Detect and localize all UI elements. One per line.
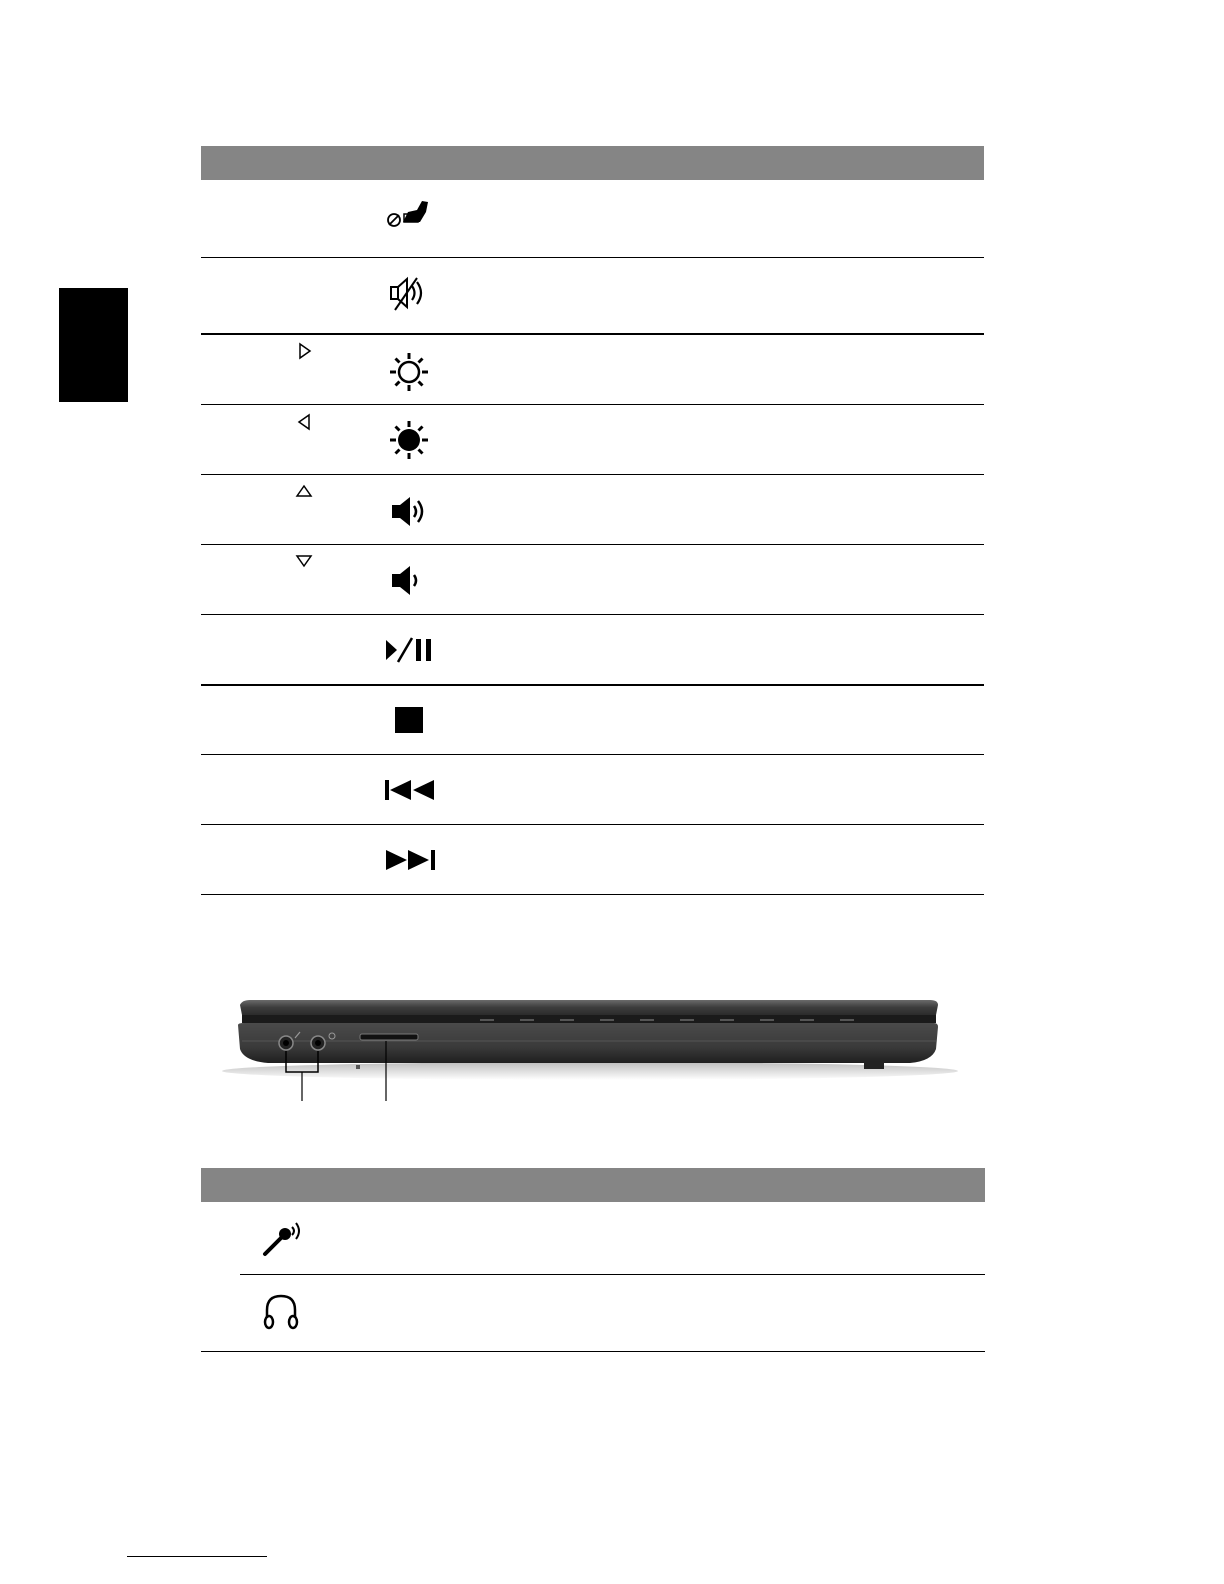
chapter-tab [59, 288, 128, 402]
row-divider [201, 754, 984, 755]
volume-down-icon [390, 564, 430, 598]
next-track-icon [384, 849, 436, 871]
laptop-front-view [220, 995, 960, 1105]
microphone-icon [259, 1218, 305, 1258]
ports-table-header [201, 1168, 985, 1202]
down-arrow-key-icon [295, 554, 313, 568]
keys-table-header [201, 146, 984, 180]
row-divider [201, 1351, 985, 1352]
footer-rule [127, 1556, 267, 1557]
volume-up-icon [390, 495, 430, 529]
up-arrow-key-icon [295, 484, 313, 498]
brightness-down-icon [387, 418, 431, 462]
row-divider [240, 1274, 985, 1275]
row-divider [201, 894, 984, 895]
right-arrow-key-icon [298, 342, 312, 360]
speaker-mute-icon [387, 276, 431, 312]
row-divider [201, 333, 984, 335]
play-pause-icon [384, 636, 436, 664]
previous-track-icon [384, 779, 436, 801]
row-divider [201, 824, 984, 825]
stop-icon [395, 707, 423, 733]
left-arrow-key-icon [297, 413, 311, 431]
headphones-icon [261, 1292, 301, 1332]
row-divider [201, 614, 984, 615]
row-divider [201, 474, 984, 475]
row-divider [201, 544, 984, 545]
touchpad-toggle-icon [386, 198, 432, 230]
row-divider [201, 257, 984, 258]
row-divider [201, 684, 984, 686]
brightness-up-icon [387, 350, 431, 394]
row-divider [201, 404, 984, 405]
